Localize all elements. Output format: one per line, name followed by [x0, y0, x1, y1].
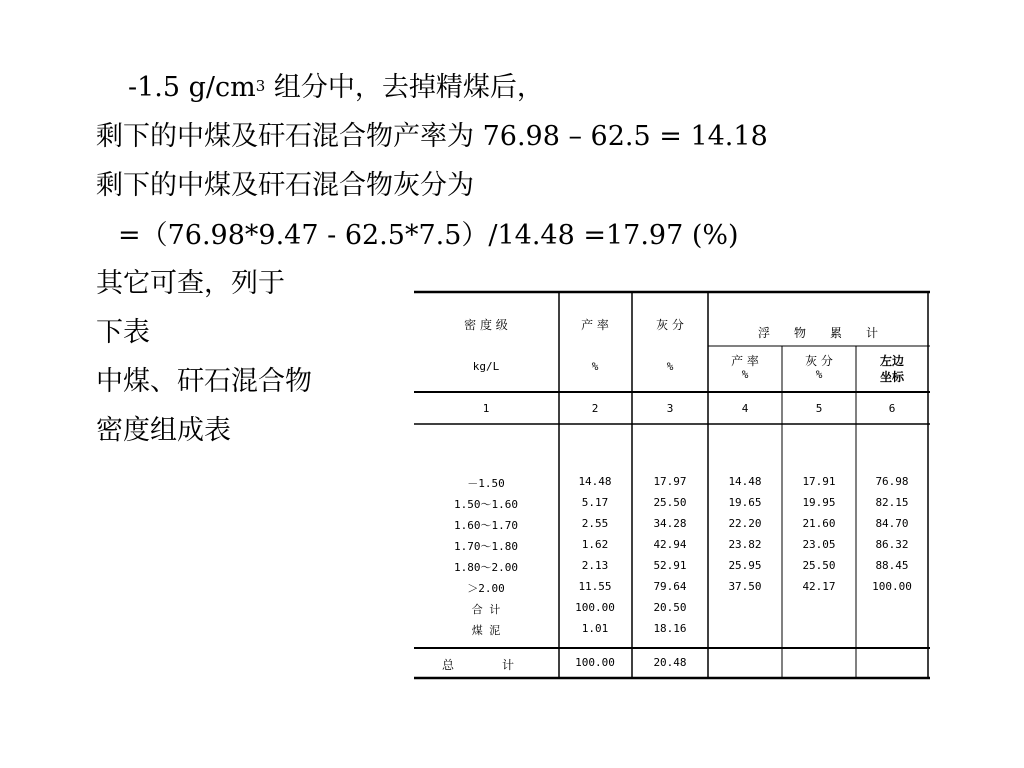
table-cell-ash: 79.64: [653, 580, 687, 593]
table-cell-density: 煤 泥: [471, 624, 501, 637]
text-line-7: 中煤、矸石混合物: [96, 366, 312, 397]
table-cell-ash: 20.50: [653, 601, 687, 614]
text-line-8: 密度组成表: [96, 415, 231, 446]
text-line-6: 下表: [96, 317, 150, 348]
text-line-3: 剩下的中煤及矸石混合物灰分为: [96, 170, 474, 201]
table-cell-ash: 52.91: [653, 559, 687, 572]
table-cell-yield: 5.17: [581, 496, 609, 509]
total-ash: 20.48: [653, 656, 687, 669]
table-cell-ash: 17.97: [653, 475, 687, 488]
table-cell-cum-yield: 23.82: [728, 538, 762, 551]
text-line-1: [128, 72, 544, 104]
table-cell-coord: 100.00: [872, 580, 912, 593]
table-cell-yield: 1.01: [581, 622, 609, 635]
table-cell-ash: 18.16: [653, 622, 687, 635]
text-line-5: 其它可查，列于: [96, 268, 285, 299]
header-cum-ash: 灰 分: [805, 354, 833, 368]
table-cell-cum-yield: 14.48: [728, 475, 762, 488]
total-yield: 100.00: [575, 656, 615, 669]
header-float-cumulative: 浮 物 累 计: [757, 326, 879, 340]
table-cell-yield: 2.55: [581, 517, 609, 530]
table-cell-yield: 2.13: [581, 559, 609, 572]
table-cell-cum-yield: 25.95: [728, 559, 762, 572]
col-number-2: 2: [591, 402, 599, 415]
table-cell-ash: 25.50: [653, 496, 687, 509]
table-cell-cum-yield: 19.65: [728, 496, 762, 509]
density-composition-table: [412, 284, 932, 682]
table-cell-cum-ash: 25.50: [802, 559, 836, 572]
header-ash-unit: %: [666, 360, 674, 373]
header-cum-yield: 产 率: [731, 354, 759, 368]
header-density-unit: kg/L: [472, 360, 500, 373]
table-cell-cum-yield: 37.50: [728, 580, 762, 593]
table-cell-density: －1.50: [467, 477, 505, 490]
header-left-coord: 左边: [879, 354, 905, 368]
table-cell-coord: 76.98: [875, 475, 909, 488]
col-number-5: 5: [815, 402, 823, 415]
header-ash: 灰 分: [656, 318, 684, 332]
table-cell-yield: 11.55: [578, 580, 612, 593]
col-number-1: 1: [482, 402, 490, 415]
table-cell-cum-ash: 17.91: [802, 475, 836, 488]
col-number-6: 6: [888, 402, 896, 415]
table-cell-density: 合 计: [471, 603, 501, 616]
header-left-coord-2: 坐标: [879, 370, 905, 384]
line1-prefix: -1.5 g/cm: [128, 72, 256, 103]
table-cell-ash: 34.28: [653, 517, 687, 530]
table-cell-cum-yield: 22.20: [728, 517, 762, 530]
table-cell-yield: 1.62: [581, 538, 609, 551]
table-cell-cum-ash: 21.60: [802, 517, 836, 530]
text-line-4: =（76.98*9.47 - 62.5*7.5）/14.48 =17.97 (%): [118, 220, 739, 251]
col-number-3: 3: [666, 402, 674, 415]
table-cell-density: 1.70～1.80: [454, 540, 518, 553]
text-line-2: 剩下的中煤及矸石混合物产率为 76.98 – 62.5 = 14.18: [96, 121, 768, 152]
table-cell-yield: 100.00: [575, 601, 615, 614]
header-density: 密 度 级: [464, 318, 508, 332]
table-cell-cum-ash: 42.17: [802, 580, 836, 593]
header-cum-yield-unit: %: [741, 368, 749, 381]
table-cell-density: ＞2.00: [467, 582, 505, 595]
table-cell-cum-ash: 19.95: [802, 496, 836, 509]
table-cell-density: 1.80～2.00: [454, 561, 518, 574]
table-cell-coord: 82.15: [875, 496, 909, 509]
table-cell-density: 1.60～1.70: [454, 519, 518, 532]
line1-rest: 组分中，去掉精煤后，: [265, 72, 544, 103]
table-cell-coord: 86.32: [875, 538, 909, 551]
table-cell-coord: 88.45: [875, 559, 909, 572]
col-number-4: 4: [741, 402, 749, 415]
line1-superscript: 3: [255, 77, 266, 95]
table-cell-coord: 84.70: [875, 517, 909, 530]
table-cell-ash: 42.94: [653, 538, 687, 551]
table-cell-yield: 14.48: [578, 475, 612, 488]
total-label: 总 计: [442, 658, 515, 672]
table-cell-cum-ash: 23.05: [802, 538, 836, 551]
header-cum-ash-unit: %: [815, 368, 823, 381]
table-cell-density: 1.50～1.60: [454, 498, 518, 511]
header-yield-unit: %: [591, 360, 599, 373]
header-yield: 产 率: [581, 318, 609, 332]
